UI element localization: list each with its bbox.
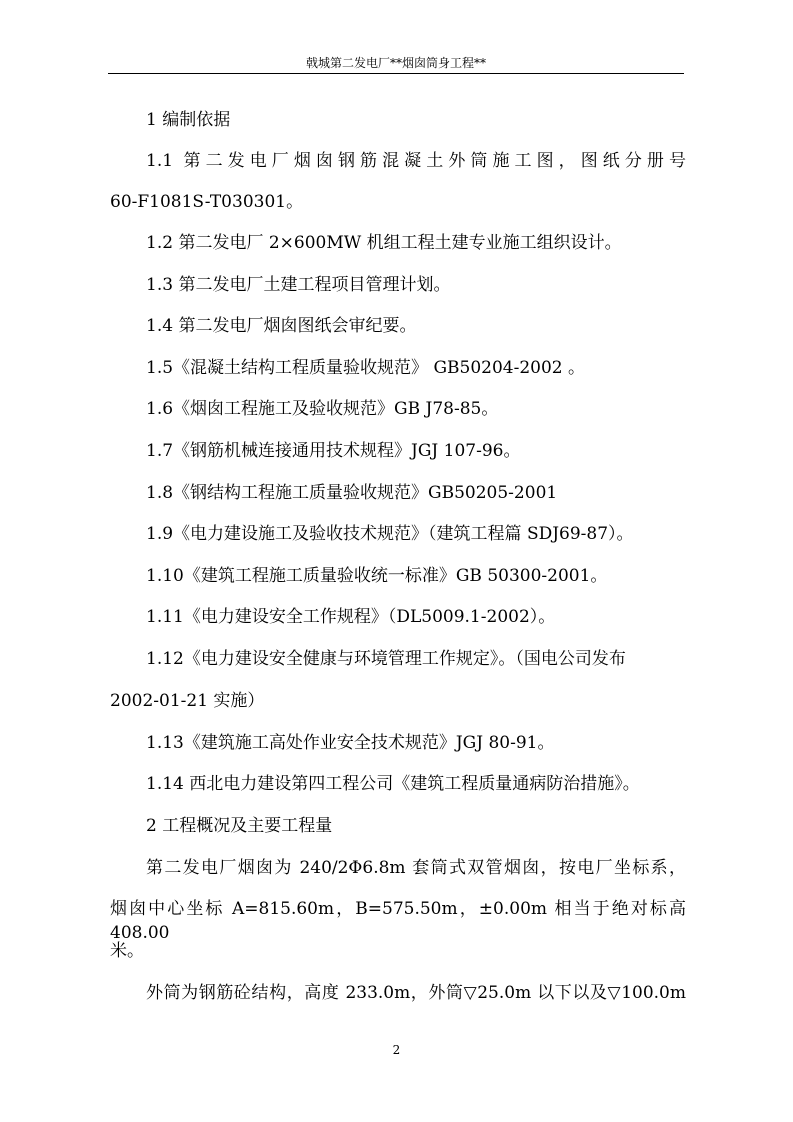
paragraph-line: 第二发电厂烟囱为 240/2Φ6.8m 套筒式双管烟囱，按电厂坐标系， bbox=[146, 858, 686, 878]
paragraph-line: 1.9《电力建设施工及验收技术规范》（建筑工程篇 SDJ69-87）。 bbox=[146, 524, 634, 544]
paragraph-line: 外筒为钢筋砼结构，高度 233.0m，外筒▽25.0m 以下以及▽100.0m bbox=[146, 983, 686, 1003]
paragraph-line: 1.14 西北电力建设第四工程公司《建筑工程质量通病防治措施》。 bbox=[146, 774, 640, 794]
paragraph-line: 米。 bbox=[110, 941, 144, 961]
paragraph-line: 烟囱中心坐标 A=815.60m，B=575.50m，±0.00m 相当于绝对标高 408.00 bbox=[110, 899, 686, 943]
paragraph-line: 1.2 第二发电厂 2×600MW 机组工程土建专业施工组织设计。 bbox=[146, 233, 622, 253]
paragraph-line: 60-F1081S-T030301。 bbox=[110, 192, 304, 212]
paragraph-line: 1.13《建筑施工高处作业安全技术规范》JGJ 80-91。 bbox=[146, 733, 555, 753]
paragraph-line: 1.12《电力建设安全健康与环境管理工作规定》。（国电公司发布 bbox=[146, 649, 626, 669]
section-heading: 2 工程概况及主要工程量 bbox=[146, 816, 333, 836]
paragraph-line: 1.7《钢筋机械连接通用技术规程》JGJ 107-96。 bbox=[146, 441, 521, 461]
paragraph-line: 1.8《钢结构工程施工质量验收规范》GB50205-2001 bbox=[146, 483, 558, 503]
paragraph-line: 2002-01-21 实施） bbox=[110, 691, 265, 711]
paragraph-line: 1.3 第二发电厂土建工程项目管理计划。 bbox=[146, 275, 451, 295]
paragraph-line: 1.6《烟囱工程施工及验收规范》GB J78-85。 bbox=[146, 399, 499, 419]
header-rule bbox=[108, 73, 684, 74]
paragraph-line: 1.1 第二发电厂烟囱钢筋混凝土外筒施工图，图纸分册号 bbox=[146, 151, 686, 171]
paragraph-line: 1.11《电力建设安全工作规程》（DL5009.1-2002）。 bbox=[146, 607, 556, 627]
section-heading: 1 编制依据 bbox=[146, 110, 231, 130]
paragraph-line: 1.5《混凝土结构工程质量验收规范》 GB50204-2002 。 bbox=[146, 358, 586, 378]
paragraph-line: 1.10《建筑工程施工质量验收统一标准》GB 50300-2001。 bbox=[146, 566, 608, 586]
running-header: 戟城第二发电厂**烟囱筒身工程** bbox=[305, 56, 486, 70]
page-number: 2 bbox=[392, 1043, 401, 1057]
paragraph-line: 1.4 第二发电厂烟囱图纸会审纪要。 bbox=[146, 316, 417, 336]
